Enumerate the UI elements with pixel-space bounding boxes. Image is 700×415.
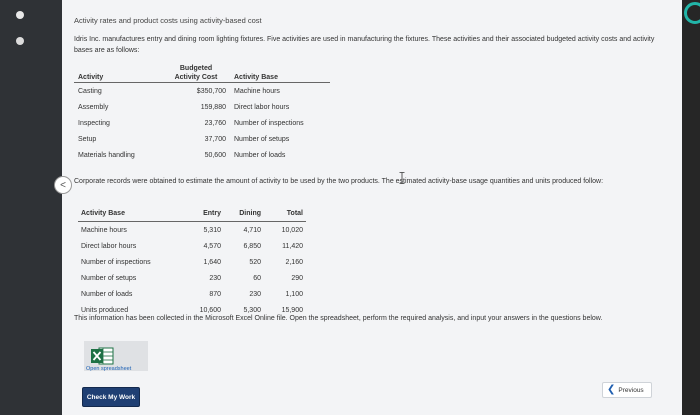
total-cell: 11,420 [282, 242, 303, 250]
cost-cell: 159,880 [200, 103, 226, 111]
activity-cell: Setup [78, 135, 97, 143]
table-row [78, 286, 306, 302]
previous-label: Previous [618, 386, 644, 394]
question-page [62, 0, 682, 415]
header-cost-line1: Budgeted [179, 65, 213, 72]
chevron-left-icon: < [60, 179, 66, 191]
table-row [78, 238, 306, 254]
status-ring-icon[interactable] [684, 2, 700, 24]
base-cell: Units produced [81, 306, 129, 314]
check-my-work-button[interactable]: Check My Work [82, 387, 140, 407]
base-cell: Machine hours [234, 87, 280, 95]
base-cell: Machine hours [81, 226, 127, 234]
table-row [74, 131, 330, 147]
back-arrow-button[interactable] [54, 176, 72, 194]
nav-dot-2[interactable] [16, 37, 24, 45]
total-cell: 15,900 [281, 306, 303, 314]
entry-cell: 5,310 [203, 226, 221, 234]
header-activity-base: Activity Base [234, 74, 278, 81]
activity-cell: Materials handling [78, 151, 135, 159]
cost-cell: 37,700 [204, 135, 226, 143]
cost-cell: 50,600 [204, 151, 226, 159]
dining-cell: 4,710 [243, 226, 261, 234]
base-cell: Direct labor hours [234, 103, 290, 111]
table-row [78, 270, 306, 286]
dining-cell: 6,850 [243, 242, 261, 250]
activity-cell: Inspecting [78, 119, 110, 127]
dining-cell: 60 [253, 274, 261, 282]
total-cell: 1,100 [285, 290, 303, 298]
total-cell: 10,020 [281, 226, 303, 234]
base-cell: Number of setups [81, 274, 137, 282]
text-cursor-icon [399, 172, 405, 184]
left-sidebar [0, 0, 62, 415]
entry-cell: 870 [209, 290, 221, 298]
base-cell: Direct labor hours [81, 242, 137, 250]
budget-table [74, 64, 330, 163]
base-cell: Number of loads [234, 151, 286, 159]
intro-text: Idris Inc. manufactures entry and dining room lighting fixtures. Five activities are used in manufacturing the fixtures. These activities and their associated budgeted activity costs and activity bases are as follows: [74, 36, 655, 54]
table-row [74, 99, 330, 115]
entry-cell: 230 [209, 274, 221, 282]
total-cell: 2,160 [285, 258, 303, 266]
entry-cell: 4,570 [203, 242, 221, 250]
table-row [74, 115, 330, 131]
base-cell: Number of loads [81, 290, 133, 298]
dining-cell: 5,300 [243, 306, 261, 314]
table-row [74, 83, 330, 100]
base-cell: Number of setups [234, 135, 290, 143]
entry-cell: 1,640 [203, 258, 221, 266]
cost-cell: $350,700 [196, 87, 226, 95]
page-title: Activity rates and product costs using activity-based cost [74, 16, 262, 25]
dining-cell: 520 [249, 258, 261, 266]
header-dining: Dining [239, 209, 261, 217]
chevron-left-icon: ❮ [607, 384, 616, 395]
right-sidebar [682, 0, 700, 415]
cost-cell: 23,760 [204, 119, 226, 127]
base-cell: Number of inspections [234, 119, 304, 127]
previous-button[interactable] [602, 382, 652, 398]
header-cost-line2: Activity Cost [174, 74, 218, 81]
nav-dot-1[interactable] [16, 11, 24, 19]
header-total: Total [286, 209, 303, 217]
usage-table [78, 205, 306, 318]
header-activity: Activity [78, 74, 104, 81]
open-spreadsheet-link[interactable]: Open spreadsheet [86, 366, 132, 372]
activity-cell: Assembly [78, 103, 109, 111]
table-row [78, 222, 306, 239]
header-activity-base: Activity Base [81, 209, 125, 217]
header-budgeted-cost [162, 64, 230, 83]
activity-cell: Casting [78, 87, 102, 95]
total-cell: 290 [291, 274, 303, 282]
table-row [78, 254, 306, 270]
base-cell: Number of inspections [81, 258, 151, 266]
header-entry: Entry [203, 209, 221, 217]
info-text: This information has been collected in the Microsoft Excel Online file. Open the spreadsheet, perform the required analysis, and input your answers in the questions below. [74, 315, 603, 322]
excel-icon [90, 346, 114, 366]
corporate-records-text: Corporate records were obtained to estimate the amount of activity to be used by the two products. The estimated activity-base usage quantities and units produced follow: [74, 178, 604, 185]
dining-cell: 230 [249, 290, 261, 298]
table-row [74, 147, 330, 163]
entry-cell: 10,600 [199, 306, 221, 314]
